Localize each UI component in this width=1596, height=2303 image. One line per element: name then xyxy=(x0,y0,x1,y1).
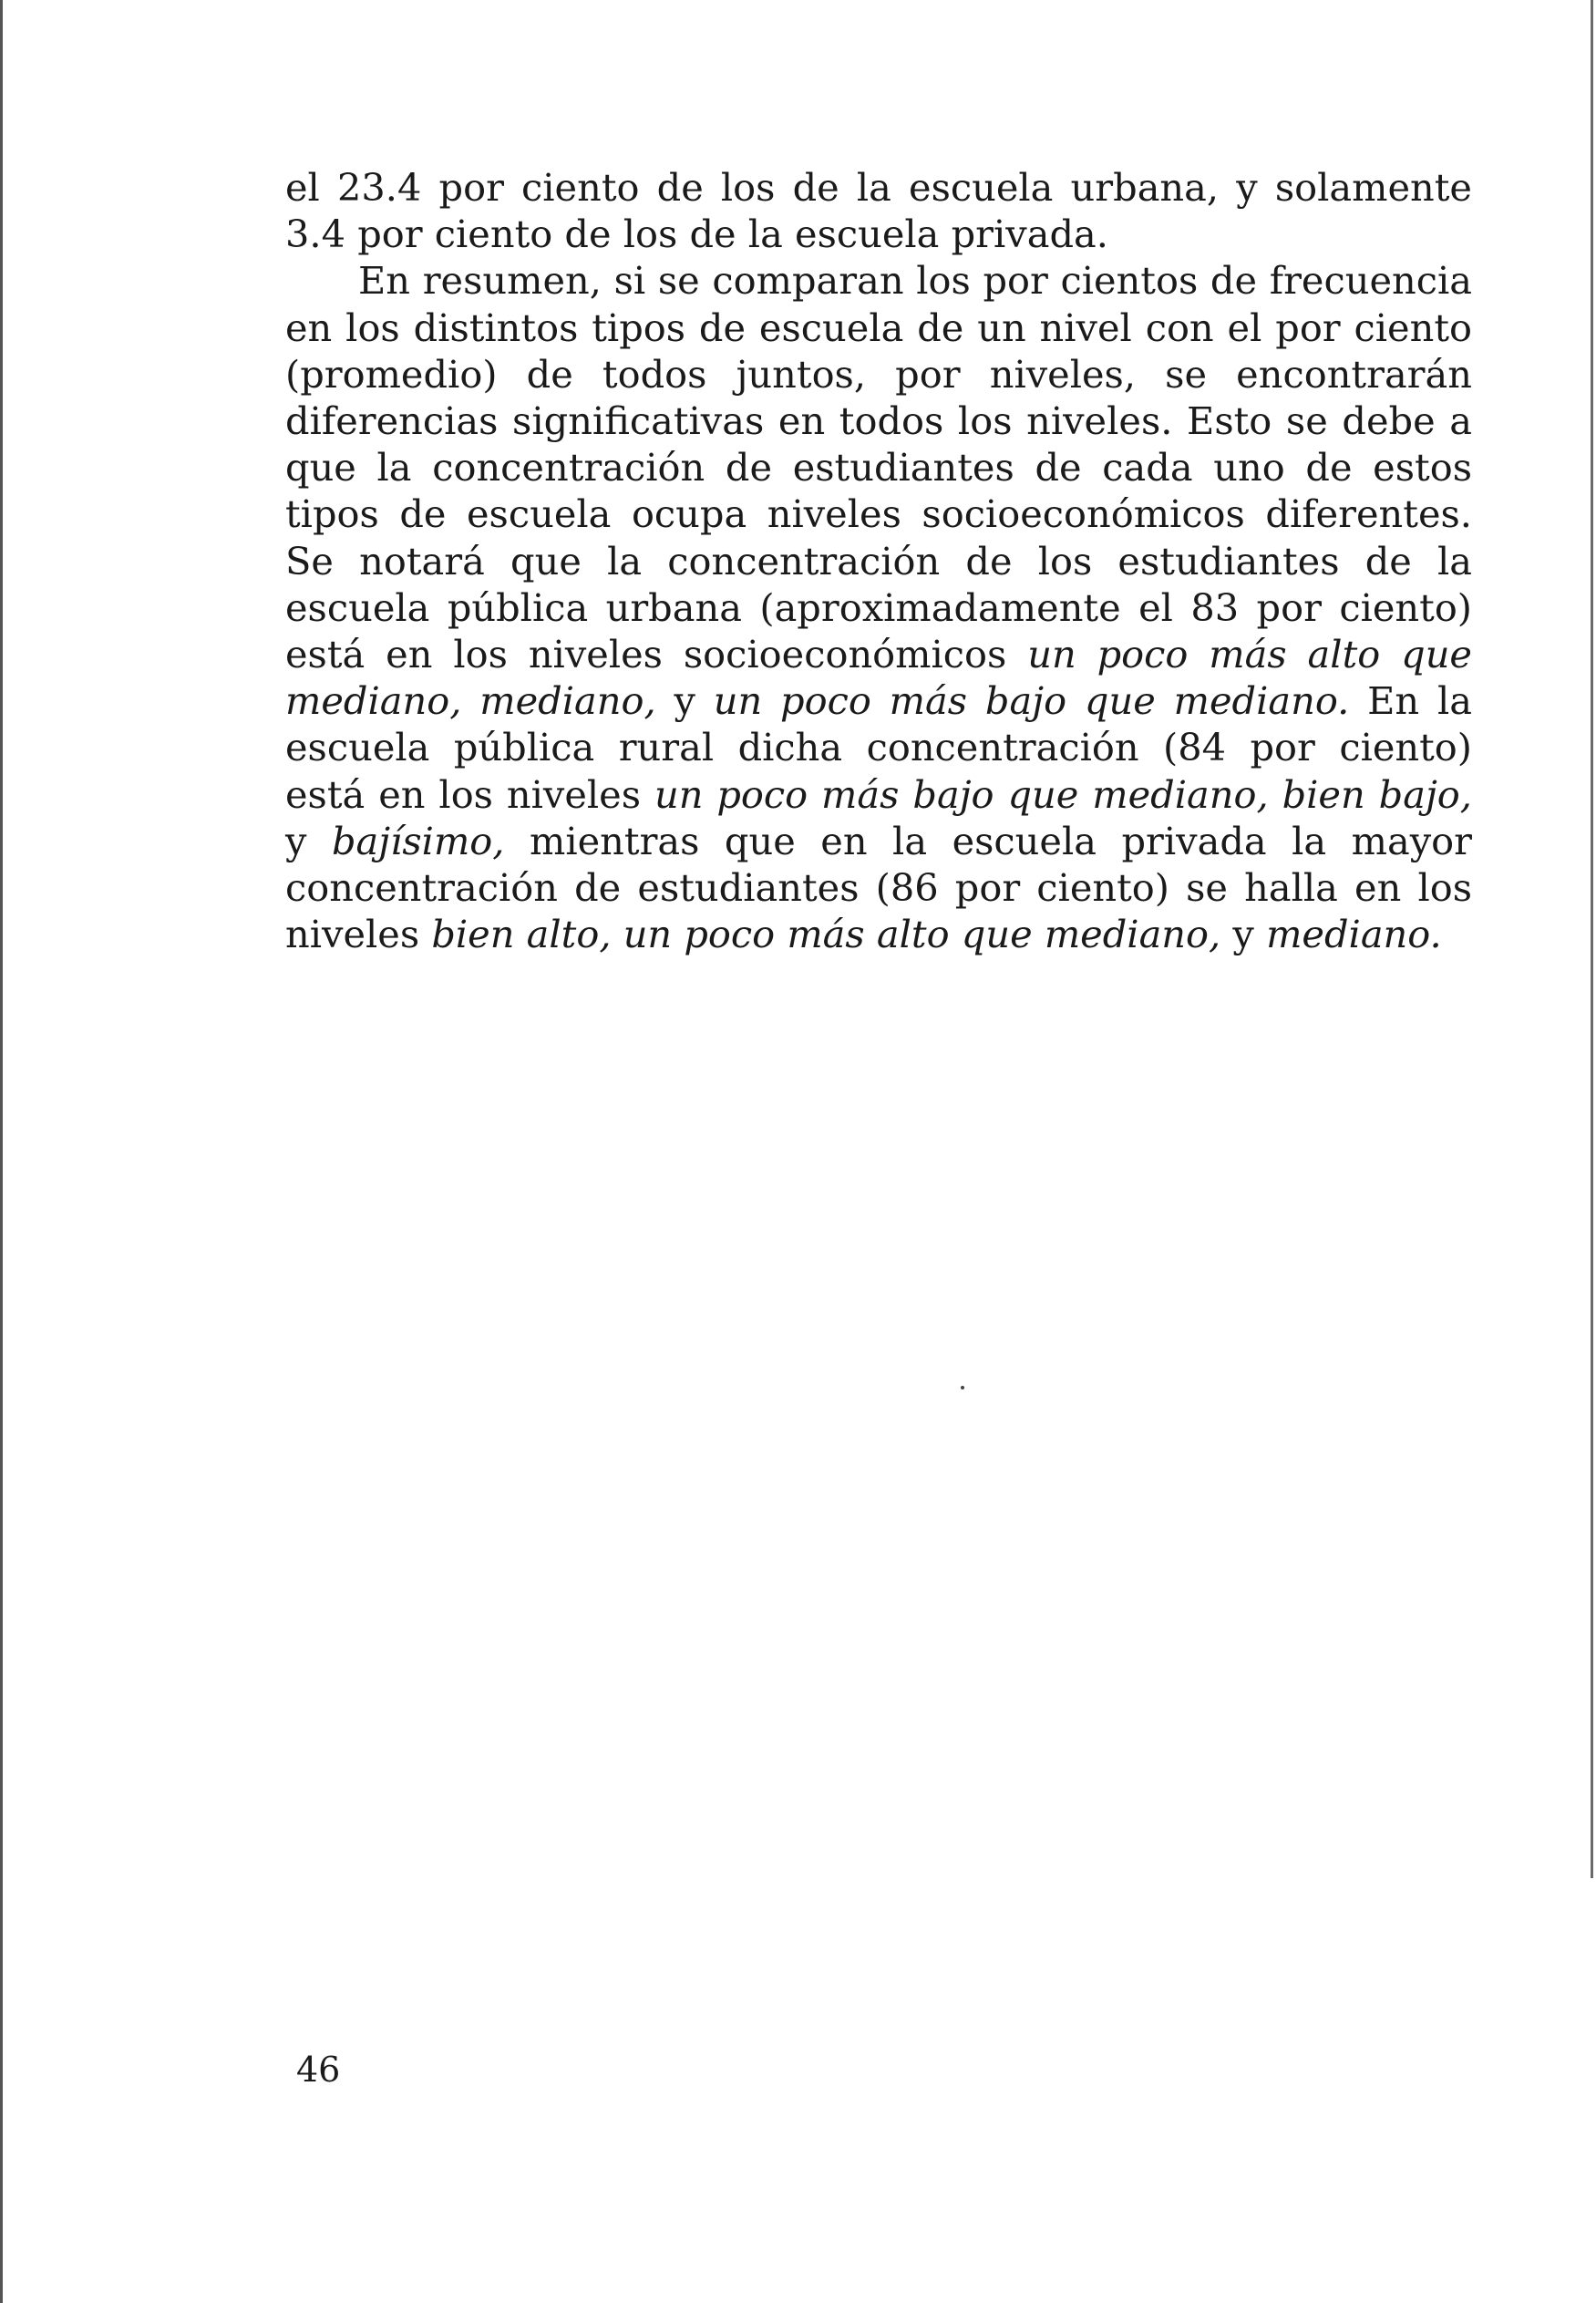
body-text xyxy=(285,164,1472,957)
scan-right-edge xyxy=(1591,0,1593,1878)
paragraph-2-run-3: En la escuela pública rural dicha concentración (84 por ciento) está en los niveles xyxy=(285,678,1472,817)
paragraph-2-italic-1: un poco más alto que mediano, mediano, xyxy=(285,632,1472,724)
scan-speck xyxy=(961,1386,964,1389)
paragraph-2-italic-5: bien alto, un poco más alto que mediano, xyxy=(431,912,1221,957)
paragraph-2-run-2: y xyxy=(655,678,714,724)
paragraph-2-run-1: En resumen, si se comparan los por cientos de frecuencia en los distintos tipos de escuela de un nivel con el por ciento (promedio) de todos juntos, por niveles, se encontrarán diferencias significativas en todos los niveles. Esto se debe a que la concentración de estudiantes de cada uno de estos tipos de escuela ocupa niveles socioeconómicos diferentes. Se notará que la concentración de los estudiantes de la escuela pública urbana (aproximadamente el 83 por ciento) está en los niveles socioeconómicos xyxy=(285,258,1472,677)
page-number: 46 xyxy=(296,2050,341,2090)
paragraph-2-run-4: y xyxy=(285,818,332,863)
paragraph-2-run-5: mientras que en la escuela privada la mayor concentración de estudiantes (86 por ciento) se halla en los niveles xyxy=(285,818,1472,957)
paragraph-1: el 23.4 por ciento de los de la escuela urbana, y solamente 3.4 por ciento de los de la escuela privada. xyxy=(285,165,1472,257)
paragraph-2-italic-6: mediano. xyxy=(1266,912,1442,957)
paragraph-2-italic-2: un poco más bajo que mediano. xyxy=(713,678,1350,724)
scan-left-edge xyxy=(0,0,3,2303)
paragraph-2-run-6: y xyxy=(1220,912,1267,957)
paragraph-2 xyxy=(285,257,1472,957)
paragraph-2-italic-4: bajísimo, xyxy=(331,818,505,863)
paragraph-2-italic-3: un poco más bajo que mediano, bien bajo, xyxy=(654,771,1472,817)
